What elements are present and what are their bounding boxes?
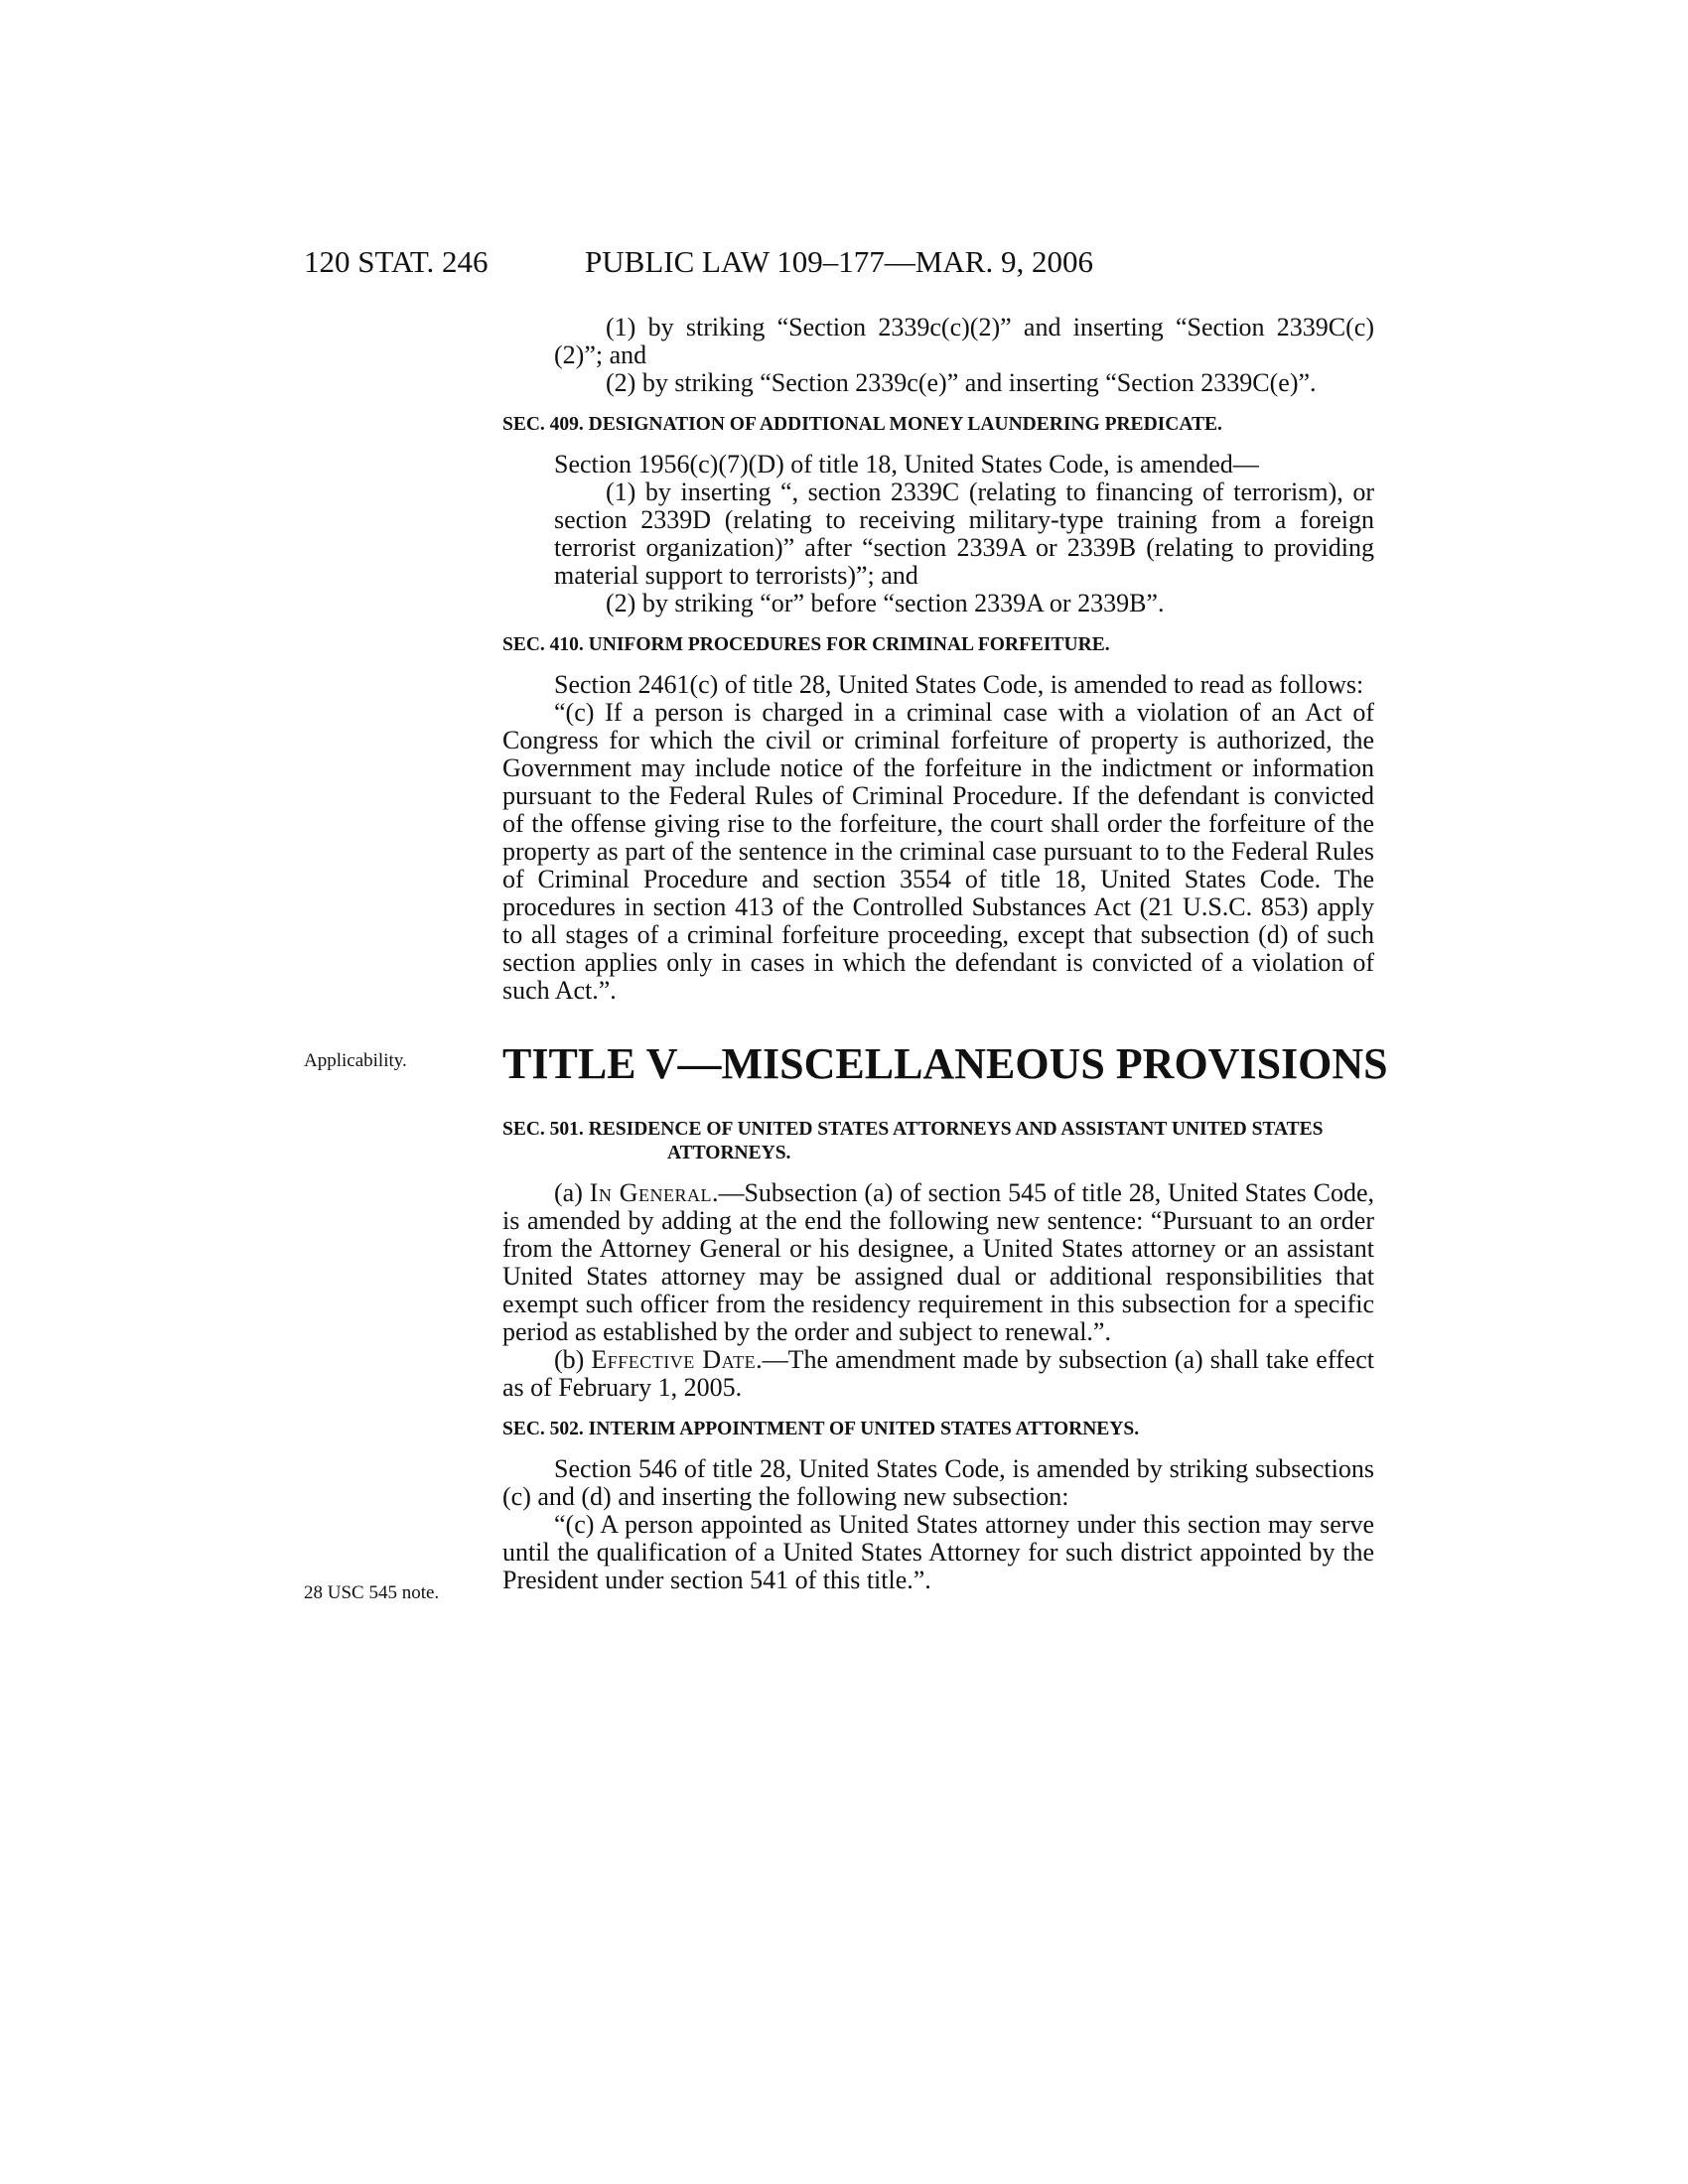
carryover-item-1: (1) by striking “Section 2339c(c)(2)” and inserting “Section 2339C(c)(2)”; and bbox=[554, 313, 1374, 369]
sec-501-heading: SEC. 501. RESIDENCE OF UNITED STATES ATTORNEYS AND ASSISTANT UNITED STATES ATTORNEYS. bbox=[502, 1119, 1324, 1163]
sec-410-intro: Section 2461(c) of title 28, United States Code, is amended to read as follows: bbox=[554, 670, 1364, 699]
public-law-reference: PUBLIC LAW 109–177—MAR. 9, 2006 bbox=[585, 244, 1093, 279]
margin-note-usc: 28 USC 545 note. bbox=[304, 1582, 440, 1603]
sec-409-item-2: (2) by striking “or” before “section 2339A or 2339B”. bbox=[606, 589, 1165, 617]
body-text bbox=[502, 313, 1388, 1594]
sec-502-quote: “(c) A person appointed as United States attorney under this section may serve until the qualification of a United States Attorney for such district appointed by the President under section 541 of this title.”. bbox=[502, 1510, 1374, 1594]
margin-note-applicability: Applicability. bbox=[304, 1050, 407, 1071]
sec-501-a-caption: In General bbox=[589, 1178, 712, 1207]
stat-reference: 120 STAT. 246 bbox=[304, 244, 489, 279]
sec-409-heading: SEC. 409. DESIGNATION OF ADDITIONAL MONEY LAUNDERING PREDICATE. bbox=[502, 414, 1222, 435]
running-head bbox=[304, 242, 1374, 282]
sec-409-item-1: (1) by inserting “, section 2339C (relating to financing of terrorism), or section 2339D (relating to receiving military-type training from a foreign terrorist organization)” after “section 2339A or 2339B (relating to providing material support to terrorists)”; and bbox=[554, 478, 1374, 590]
sec-501-b-text: .—The amendment made by subsection (a) shall take effect as of February 1, 2005. bbox=[502, 1345, 1374, 1402]
sec-410-quote: “(c) If a person is charged in a criminal case with a violation of an Act of Congress for which the civil or criminal forfeiture of property is authorized, the Government may include notice of the forfeiture in the indictment or information pursuant to the Federal Rules of Criminal Procedure. If the defendant is convicted of the offense giving rise to the forfeiture, the court shall order the forfeiture of the property as part of the sentence in the criminal case pursuant to to the Federal Rules of Criminal Procedure and section 3554 of title 18, United States Code. The procedures in section 413 of the Controlled Substances Act (21 U.S.C. 853) apply to all stages of a criminal forfeiture proceeding, except that subsection (d) of such section applies only in cases in which the defendant is convicted of a violation of such Act.”. bbox=[502, 698, 1374, 1005]
sec-409-intro: Section 1956(c)(7)(D) of title 18, United States Code, is amended— bbox=[554, 450, 1259, 478]
sec-501-a-text: .—Subsection (a) of section 545 of title 28, United States Code, is amended by adding at the end the following new sentence: “Pursuant to an order from the Attorney General or his designee, a United States attorney or an assistant United States attorney may be assigned dual or additional responsibilities that exempt such officer from the residency requirement in this subsection for a specific period as established by the order and subject to renewal.”. bbox=[502, 1178, 1374, 1346]
sec-501-b-caption: Effective Date bbox=[591, 1345, 757, 1374]
sec-501-b-label: (b) bbox=[554, 1345, 592, 1374]
sec-502-intro: Section 546 of title 28, United States Code, is amended by striking subsections (c) and (d) and inserting the following new subsection: bbox=[502, 1454, 1374, 1511]
sec-501-subsection-a bbox=[502, 1179, 1374, 1346]
sec-410-heading: SEC. 410. UNIFORM PROCEDURES FOR CRIMINAL FORFEITURE. bbox=[502, 634, 1110, 655]
sec-501-a-label: (a) bbox=[554, 1178, 590, 1207]
carryover-item-2: (2) by striking “Section 2339c(e)” and inserting “Section 2339C(e)”. bbox=[606, 368, 1317, 397]
title-v-heading: TITLE V—MISCELLANEOUS PROVISIONS bbox=[502, 1039, 1388, 1088]
sec-501-subsection-b bbox=[502, 1346, 1374, 1402]
sec-502-heading: SEC. 502. INTERIM APPOINTMENT OF UNITED STATES ATTORNEYS. bbox=[502, 1419, 1140, 1439]
